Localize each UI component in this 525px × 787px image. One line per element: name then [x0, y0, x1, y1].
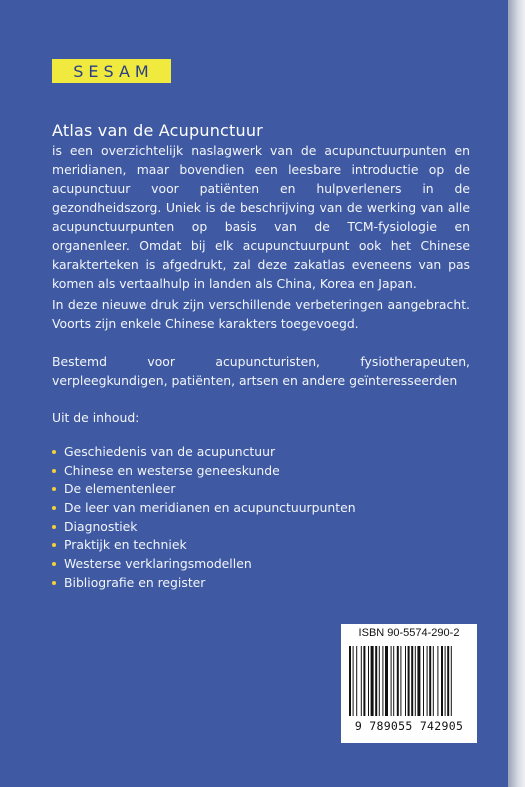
contents-item: Diagnostiek: [52, 518, 356, 537]
edition-note-paragraph: In deze nieuwe druk zijn verschillende verbeteringen aangebracht. Voorts zijn enkele Chinese karakters toegevoegd.: [52, 297, 470, 331]
isbn-label: ISBN 90-5574-290-2: [358, 627, 460, 639]
publisher-logo-text: SESAM: [73, 61, 154, 81]
bullet-icon: [52, 543, 56, 547]
contents-heading: Uit de inhoud:: [52, 410, 140, 425]
page-edge: [508, 0, 525, 787]
barcode-digits: 9 789055 742905: [354, 719, 464, 733]
bullet-icon: [52, 487, 56, 491]
bullet-icon: [52, 450, 56, 454]
contents-item: Bibliografie en register: [52, 574, 356, 593]
bullet-icon: [52, 562, 56, 566]
contents-item: De elementenleer: [52, 480, 356, 499]
description-paragraph: is een overzichtelijk naslagwerk van de acupunctuurpunten en meridianen, maar bovendien een leesbare introductie op de acupunctuur voor patiënten en hulpverleners in de gezondheidszorg. Uniek is de beschrijving van de werking van alle acupunctuurpunten op basis van de TCM-fysiologie en organenleer. Omdat bij elk acupunctuurpunt ook het Chinese karakterteken is afgedrukt, zal deze zakatlas eveneens van pas komen als vertaalhulp in landen als China, Korea en Japan.: [52, 143, 470, 291]
isbn-barcode-box: [341, 624, 477, 743]
book-title: Atlas van de Acupunctuur: [52, 121, 263, 140]
audience-paragraph: Bestemd voor acupuncturisten, fysiotherapeuten, verpleegkundigen, patiënten, artsen en andere geïnteresseerden: [52, 354, 470, 388]
contents-item: Westerse verklaringsmodellen: [52, 555, 356, 574]
publisher-logo: [52, 59, 171, 83]
bullet-icon: [52, 581, 56, 585]
bullet-icon: [52, 525, 56, 529]
contents-item: Chinese en westerse geneeskunde: [52, 462, 356, 481]
bullet-icon: [52, 506, 56, 510]
contents-item: De leer van meridianen en acupunctuurpunten: [52, 499, 356, 518]
contents-item: Praktijk en techniek: [52, 536, 356, 555]
contents-item: Geschiedenis van de acupunctuur: [52, 443, 356, 462]
bullet-icon: [52, 469, 56, 473]
contents-list: [52, 443, 356, 593]
barcode-graphic: [349, 646, 469, 716]
